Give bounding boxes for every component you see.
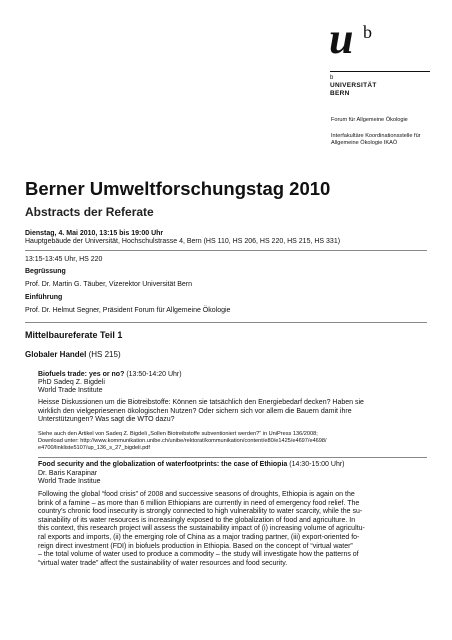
track-name: Globaler Handel bbox=[25, 350, 87, 359]
intro-speaker: Prof. Dr. Helmut Segner, Präsident Forum für Allgemeine Ökologie bbox=[25, 307, 231, 314]
talk2-speaker: Dr. Baris Karapinar bbox=[38, 470, 98, 477]
talk2-title: Food security and the globalization of waterfootprints: the case of Ethiopia bbox=[38, 461, 288, 468]
talk1-speaker: PhD Sadeq Z. Bigdeli bbox=[38, 379, 105, 386]
talk1-affiliation: World Trade Institute bbox=[38, 387, 103, 394]
event-location: Hauptgebäude der Universität, Hochschulstrasse 4, Bern (HS 110, HS 206, HS 220, HS 215, HS 331) bbox=[25, 238, 341, 245]
university-logo bbox=[329, 14, 429, 107]
talk2-abstract-line: this context, this research project will assess the sustainability impact of (i) increasing volume of agricultu- bbox=[38, 525, 365, 533]
section-heading: Mittelbaureferate Teil 1 bbox=[25, 330, 123, 340]
opening-time: 13:15-13:45 Uhr, HS 220 bbox=[25, 256, 103, 263]
talk2-abstract-line: brink of a famine – as more than 6 million Ethiopians are currently in need of emergency food relief. The bbox=[38, 499, 360, 507]
talk1-reference-link[interactable]: Download unter: http://www.kommunikation.unibe.ch/unibe/rektorat/kommunikation/content/e80/e1425/e4697/e4698/ bbox=[38, 438, 327, 445]
divider-1 bbox=[25, 250, 427, 251]
page-subtitle: Abstracts der Referate bbox=[25, 205, 154, 219]
logo-rule bbox=[330, 71, 430, 72]
divider-2 bbox=[25, 322, 427, 323]
logo-line-2: BERN bbox=[330, 89, 350, 97]
ikao-label bbox=[331, 133, 446, 147]
talk2-abstract-line: ral exports and imports, (ii) the emerging role of China as a major trading partner, (iii) export-oriented fo- bbox=[38, 533, 360, 541]
page-title: Berner Umweltforschungstag 2010 bbox=[25, 178, 331, 199]
talk1-abstract-line: Heisse Diskussionen um die Biotreibstoffe: Können sie tatsächlich den Energiebedarf decken? Haben sie bbox=[38, 399, 364, 406]
logo-line-1: UNIVERSITÄT bbox=[330, 82, 377, 89]
talk2-abstract-line: stainability of its water resources is increasingly exposed to the globalization of food and agriculture. In bbox=[38, 516, 356, 524]
talk2-title-line bbox=[38, 461, 345, 470]
intro-heading: Einführung bbox=[25, 294, 63, 301]
talk2-affiliation: World Trade Institue bbox=[38, 478, 101, 485]
logo-letter-b: b bbox=[363, 22, 372, 42]
talk2-abstract-line: – the total volume of water used to produce a commodity – the study will investigate how the patterns of bbox=[38, 551, 359, 559]
talk1-reference-line: Siehe auch den Artikel von Sadeq Z. Bigdeli „Sollen Biotreibstoffe subventioniert werden?“ in UniPress 136/2008; bbox=[38, 431, 318, 437]
logo-university-name bbox=[330, 82, 377, 97]
track-room: (HS 215) bbox=[88, 350, 121, 359]
greeting-speaker: Prof. Dr. Martin G. Täuber, Vizerektor Universität Bern bbox=[25, 281, 193, 288]
talk1-abstract-line: wirklich den vielgepriesenen ökologischen Nutzen? Oder sichern sich vor allem die Bauern damit ihre bbox=[38, 407, 352, 415]
talk1-abstract-line: Unterstützungen? Was sagt die WTO dazu? bbox=[38, 416, 175, 424]
logo-letter-u: u bbox=[329, 14, 354, 63]
talk2-abstract-line: country’s chronic food insecurity is strongly connected to high vulnerability to water scarcity, while the su- bbox=[38, 508, 363, 516]
talk2-abstract-line: “virtual water trade” affect the sustainability of water resources and food security. bbox=[38, 559, 288, 567]
talk2-abstract bbox=[38, 491, 438, 568]
talk2-time: (14:30-15:00 Uhr) bbox=[289, 461, 345, 468]
talk1-time: (13:50-14:20 Uhr) bbox=[126, 371, 182, 378]
talk1-abstract bbox=[38, 399, 438, 425]
divider-3 bbox=[38, 457, 427, 458]
greeting-heading: Begrüssung bbox=[25, 268, 66, 275]
talk2-abstract-line: reign direct investment (FDI) in biofuels production in Ethiopia. Based on the concept of “virtual water” bbox=[38, 542, 353, 550]
track-heading bbox=[25, 351, 121, 360]
logo-small-b: b bbox=[330, 75, 334, 81]
talk1-reference-link[interactable]: e4700/linkliste5107/up_136_s_27_bigdeli.pdf bbox=[38, 445, 150, 452]
event-date: Dienstag, 4. Mai 2010, 13:15 bis 19:00 Uhr bbox=[25, 230, 164, 237]
talk1-reference bbox=[38, 431, 438, 453]
forum-label: Forum für Allgemeine Ökologie bbox=[331, 117, 408, 123]
talk1-title: Biofuels trade: yes or no? bbox=[38, 371, 125, 378]
ikao-line-1: Interfakultäre Koordinationsstelle für bbox=[331, 133, 421, 139]
talk2-abstract-line: Following the global “food crisis” of 2008 and successive seasons of droughts, Ethiopia is again on the bbox=[38, 491, 355, 498]
ikao-line-2: Allgemeine Ökologie IKAÖ bbox=[331, 140, 398, 146]
